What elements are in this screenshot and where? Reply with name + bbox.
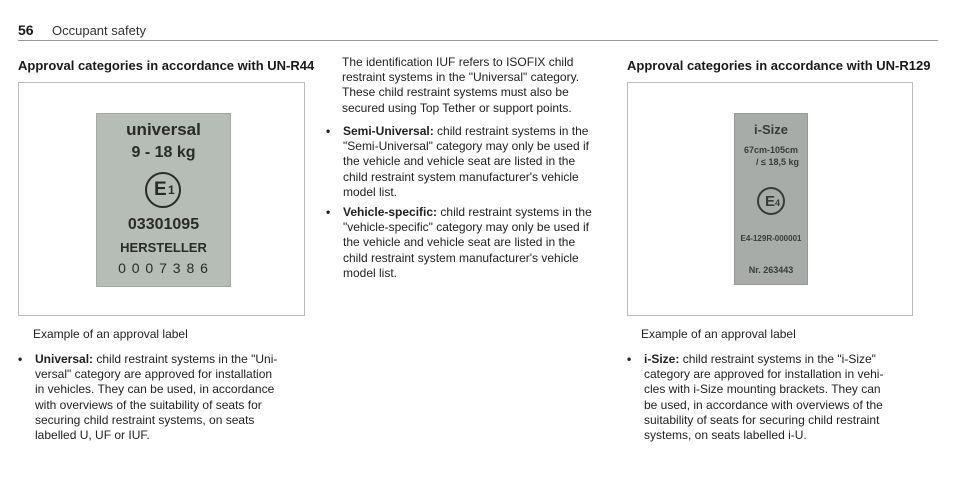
bullet-text-line: be used, in accordance with overviews of the xyxy=(644,397,883,412)
bullet-vehicle-specific xyxy=(326,205,611,281)
bullet-text-line: with overviews of the suitability of seats for xyxy=(35,397,262,412)
label-serial: Nr. 263443 xyxy=(748,265,794,275)
bullet-semi-universal xyxy=(326,124,611,200)
bullet-text-line: securing child restraint systems, on seats xyxy=(35,412,255,427)
intro-line: restraint systems in the "Universal" category. xyxy=(342,70,580,85)
e-mark-letter: E xyxy=(765,193,776,210)
bullet-dot: • xyxy=(627,352,632,366)
label-approval-number: E4-129R-000001 xyxy=(740,234,802,243)
isofix-intro xyxy=(342,55,612,116)
bullet-text-line: model list. xyxy=(343,265,398,280)
intro-line: These child restraint systems must also be xyxy=(342,85,569,100)
bullet-i-size xyxy=(627,352,927,443)
r44-figure xyxy=(18,82,305,316)
section-title: Occupant safety xyxy=(52,23,146,38)
bullet-text-line: child restraint systems in the xyxy=(440,205,592,219)
bullet-term: Vehicle-specific: xyxy=(343,205,438,219)
bullet-text-line: the vehicle and vehicle seat are listed in the xyxy=(343,235,576,250)
label-weight: 9 - 18 kg xyxy=(131,144,196,161)
e-mark-circle xyxy=(145,172,181,208)
r129-caption: Example of an approval label xyxy=(641,327,796,341)
label-weight-limit: / ≤ 18,5 kg xyxy=(756,157,799,167)
bullet-dot: • xyxy=(326,124,331,138)
bullet-term: Universal: xyxy=(35,352,94,366)
bullet-text-line: "Semi-Universal" category may only be used if xyxy=(343,139,589,154)
bullet-text-line: child restraint systems in the "Uni- xyxy=(96,352,278,366)
intro-line: The identification IUF refers to ISOFIX child xyxy=(342,55,574,69)
bullet-text-line: child restraint system manufacturer's vehicle xyxy=(343,250,579,265)
intro-line: secured using Top Tether or support points. xyxy=(342,100,572,115)
bullet-text-line: in vehicles. They can be used, in accordance xyxy=(35,382,275,397)
label-title: i-Size xyxy=(754,122,788,137)
bullet-text-line: child restraint systems in the "i-Size" xyxy=(682,352,876,366)
bullet-dot: • xyxy=(326,205,331,219)
header-divider xyxy=(18,40,938,41)
bullet-text-line: child restraint system manufacturer's vehicle xyxy=(343,169,579,184)
bullet-text-line: category are approved for installation in vehi- xyxy=(644,367,884,382)
bullet-text-line: cles with i-Size mounting brackets. They can xyxy=(644,382,881,397)
bullet-text-line: model list. xyxy=(343,184,398,199)
bullet-text-line: versal" category are approved for installation xyxy=(35,367,273,382)
page-number: 56 xyxy=(18,22,34,38)
e-mark-circle xyxy=(757,187,785,215)
r44-heading: Approval categories in accordance with UN-R44 xyxy=(18,58,315,73)
page-header xyxy=(18,22,938,42)
e-mark-number: 1 xyxy=(168,183,175,197)
bullet-universal xyxy=(18,352,303,443)
r129-figure xyxy=(627,82,913,316)
bullet-text-line: "vehicle-specific" category may only be used if xyxy=(343,220,589,235)
label-category: universal xyxy=(126,120,201,139)
label-height-range: 67cm-105cm xyxy=(743,145,799,155)
bullet-text-line: labelled U, UF or IUF. xyxy=(35,428,150,443)
e-mark-letter: E xyxy=(154,179,167,200)
bullet-text-line: systems, on seats labelled i-U. xyxy=(644,428,807,443)
bullet-text-line: child restraint systems in the xyxy=(437,124,589,138)
bullet-term: Semi-Universal: xyxy=(343,124,434,138)
r129-approval-label xyxy=(734,113,808,285)
bullet-text-line: suitability of seats for securing child restraint xyxy=(644,412,880,427)
r44-caption: Example of an approval label xyxy=(33,327,188,341)
bullet-text-line: the vehicle and vehicle seat are listed in the xyxy=(343,154,576,169)
label-manufacturer: HERSTELLER xyxy=(120,240,207,255)
label-serial: 0 0 0 7 3 8 6 xyxy=(118,260,209,276)
e-mark-number: 4 xyxy=(775,198,781,208)
label-approval-number: 03301095 xyxy=(127,216,200,233)
bullet-dot: • xyxy=(18,352,23,366)
bullet-term: i-Size: xyxy=(644,352,680,366)
r129-heading: Approval categories in accordance with UN-R129 xyxy=(627,58,931,73)
r44-approval-label xyxy=(96,113,231,287)
